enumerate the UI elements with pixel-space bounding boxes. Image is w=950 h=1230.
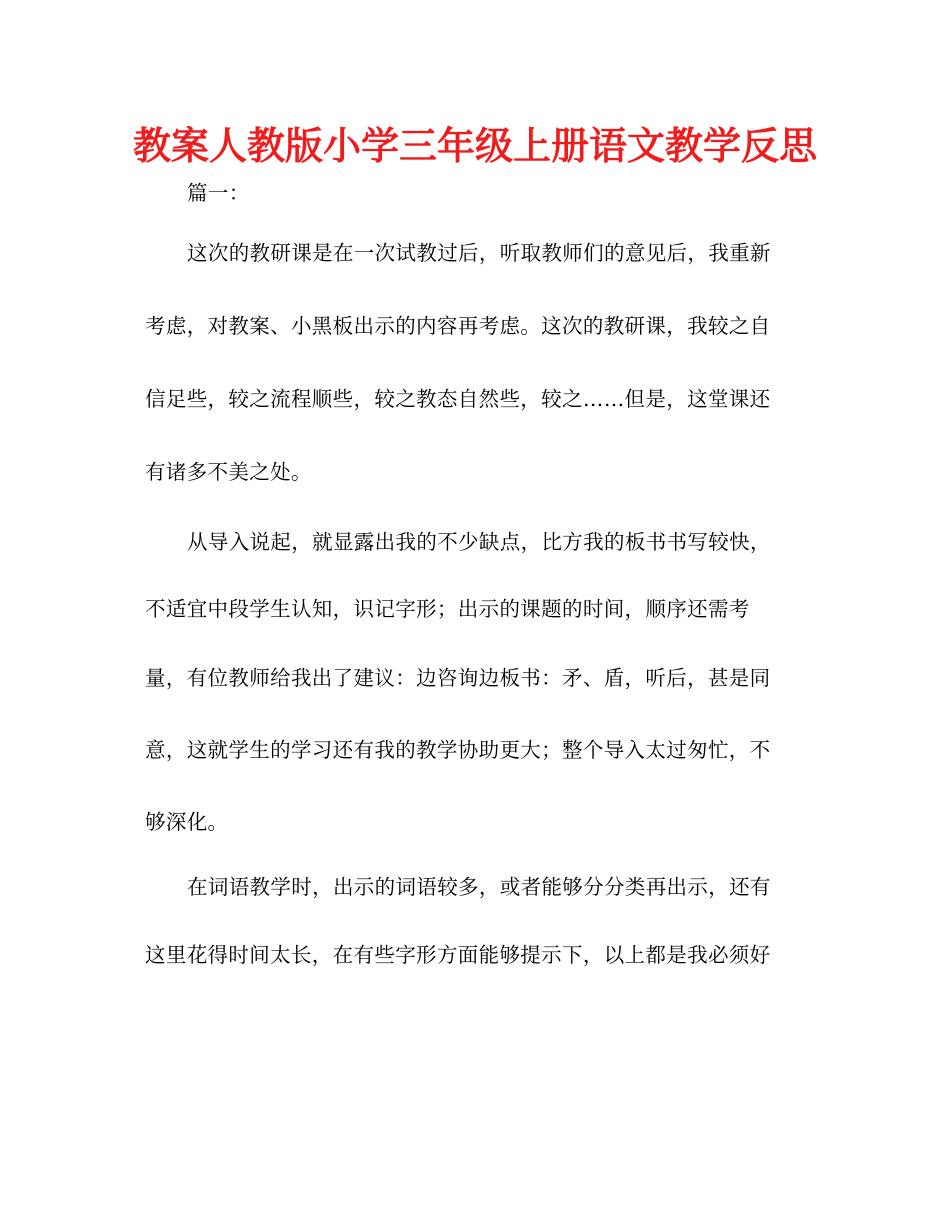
section-label: 篇一： <box>187 181 250 205</box>
paragraph-line-3: 信足些，较之流程顺些，较之教态自然些，较之……但是，这堂课还 <box>145 387 771 411</box>
paragraph-line-11: 这里花得时间太长，在有些字形方面能够提示下，以上都是我必须好 <box>145 943 771 967</box>
paragraph-line-4: 有诸多不美之处。 <box>145 460 312 484</box>
paragraph-line-9: 够深化。 <box>145 810 229 834</box>
paragraph-line-5: 从导入说起，就显露出我的不少缺点，比方我的板书书写较快， <box>187 530 771 554</box>
paragraph-line-2: 考虑，对教案、小黑板出示的内容再考虑。这次的教研课，我较之自 <box>145 314 771 338</box>
document-title: 教案人教版小学三年级上册语文教学反思 <box>132 124 817 168</box>
paragraph-line-10: 在词语教学时，出示的词语较多，或者能够分分类再出示，还有 <box>187 875 771 899</box>
paragraph-line-8: 意，这就学生的学习还有我的教学协助更大；整个导入太过匆忙，不 <box>145 738 771 762</box>
paragraph-line-6: 不适宜中段学生认知，识记字形；出示的课题的时间，顺序还需考 <box>145 597 750 621</box>
paragraph-line-1: 这次的教研课是在一次试教过后，听取教师们的意见后，我重新 <box>187 241 771 265</box>
paragraph-line-7: 量，有位教师给我出了建议：边咨询边板书：矛、盾，听后，甚是同 <box>145 666 771 690</box>
